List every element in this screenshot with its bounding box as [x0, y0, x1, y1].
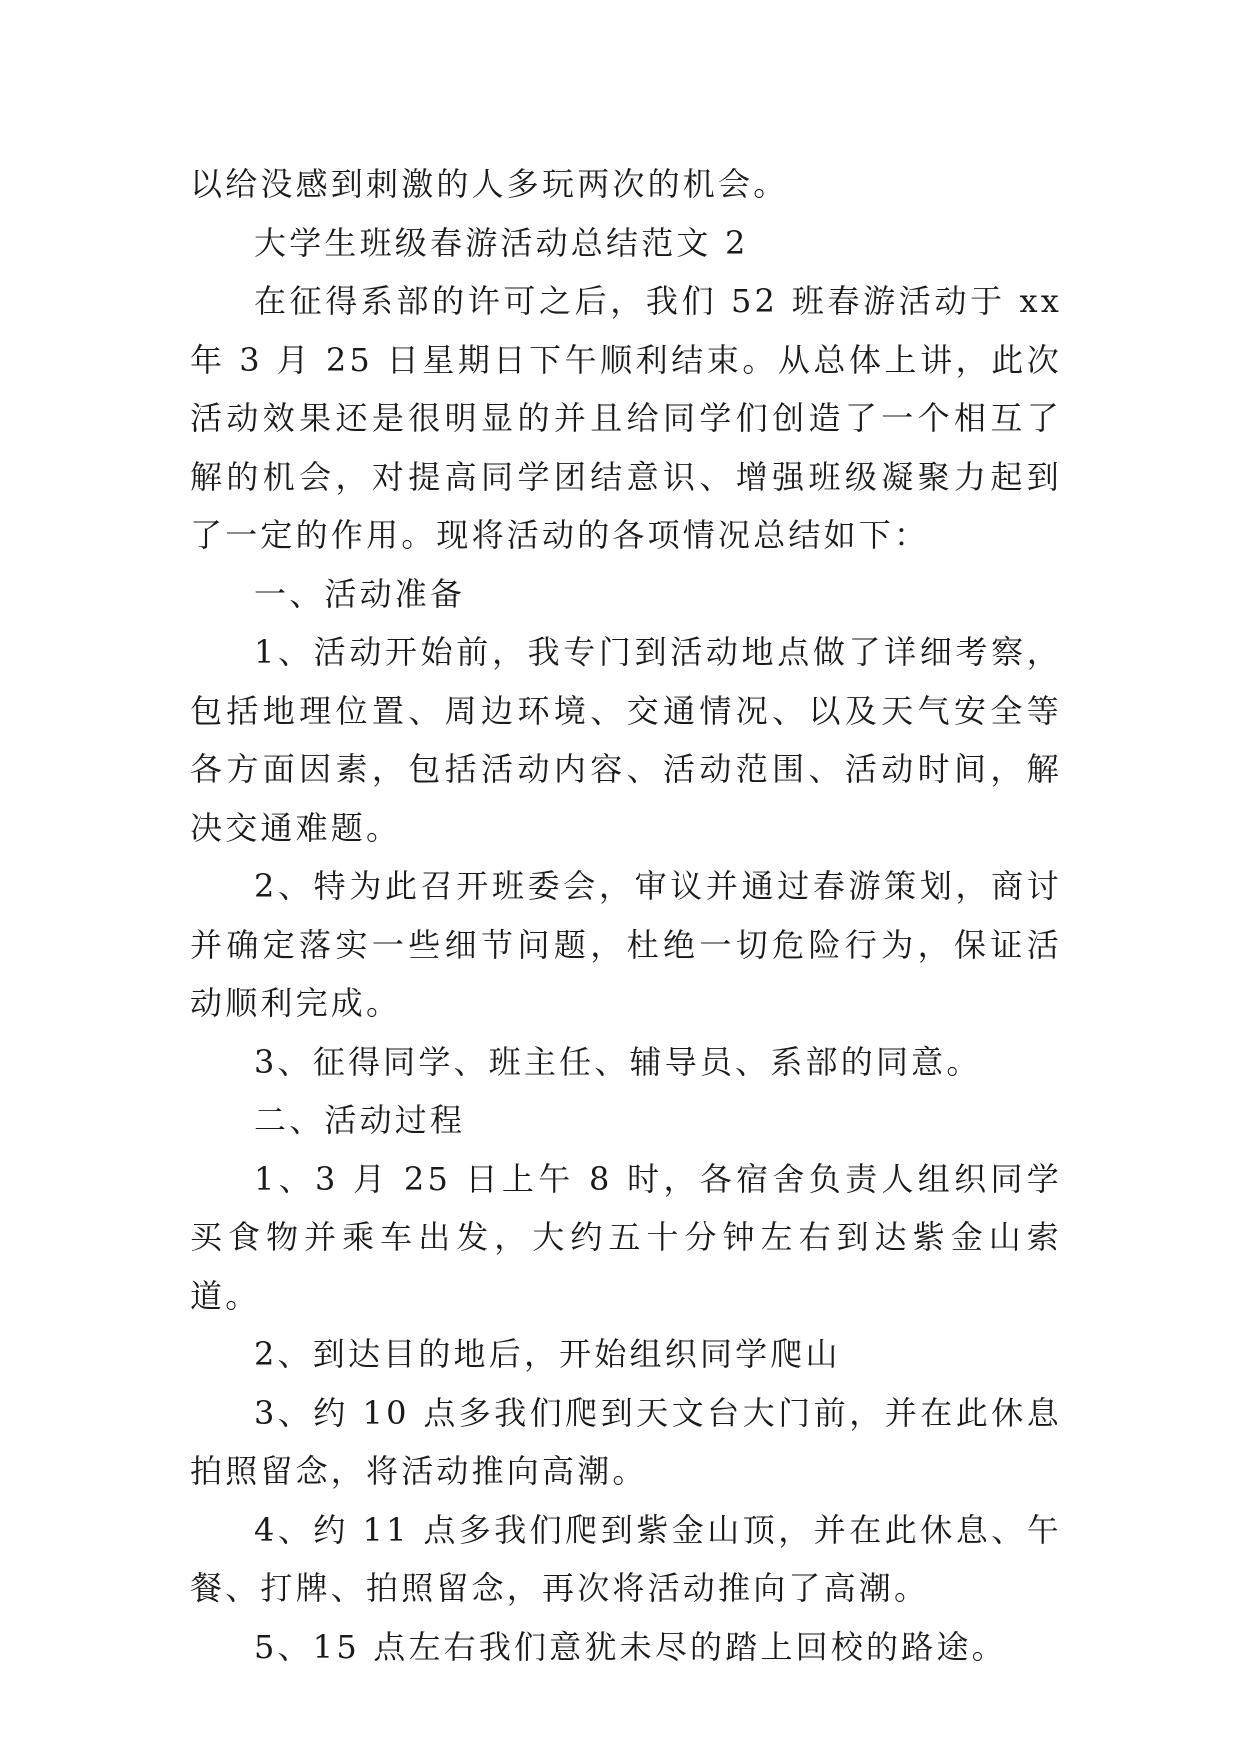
document-body	[190, 155, 1062, 1676]
list-item: 4、约 11 点多我们爬到紫金山顶，并在此休息、午餐、打牌、拍照留念，再次将活动推向了高潮。	[190, 1510, 1062, 1607]
section-title: 大学生班级春游活动总结范文 2	[254, 223, 749, 262]
list-item: 1、活动开始前，我专门到活动地点做了详细考察，包括地理位置、周边环境、交通情况、以及天气安全等各方面因素，包括活动内容、活动范围、活动时间，解决交通难题。	[190, 633, 1062, 847]
heading-process: 二、活动过程	[254, 1101, 466, 1139]
list-item: 2、特为此召开班委会，审议并通过春游策划，商讨并确定落实一些细节问题，杜绝一切危险行为，保证活动顺利完成。	[190, 867, 1062, 1022]
heading-preparation: 一、活动准备	[254, 574, 466, 613]
list-item: 3、约 10 点多我们爬到天文台大门前，并在此休息拍照留念，将活动推向高潮。	[190, 1393, 1062, 1490]
paragraph-intro: 在征得系部的许可之后，我们 52 班春游活动于 xx 年 3 月 25 日星期日下午顺利结束。从总体上讲，此次活动效果还是很明显的并且给同学们创造了一个相互了解的机会，对提高同学团结意识、增强班级凝聚力起到了一定的作用。现将活动的各项情况总结如下：	[190, 282, 1062, 554]
list-item: 5、15 点左右我们意犹未尽的踏上回校的路途。	[254, 1627, 1007, 1666]
list-item: 1、3 月 25 日上午 8 时，各宿舍负责人组织同学买食物并乘车出发，大约五十分钟左右到达紫金山索道。	[190, 1159, 1062, 1315]
paragraph-continuation: 以给没感到刺激的人多玩两次的机会。	[190, 165, 789, 203]
list-item: 2、到达目的地后，开始组织同学爬山	[254, 1335, 841, 1373]
list-item: 3、征得同学、班主任、辅导员、系部的同意。	[254, 1042, 982, 1081]
